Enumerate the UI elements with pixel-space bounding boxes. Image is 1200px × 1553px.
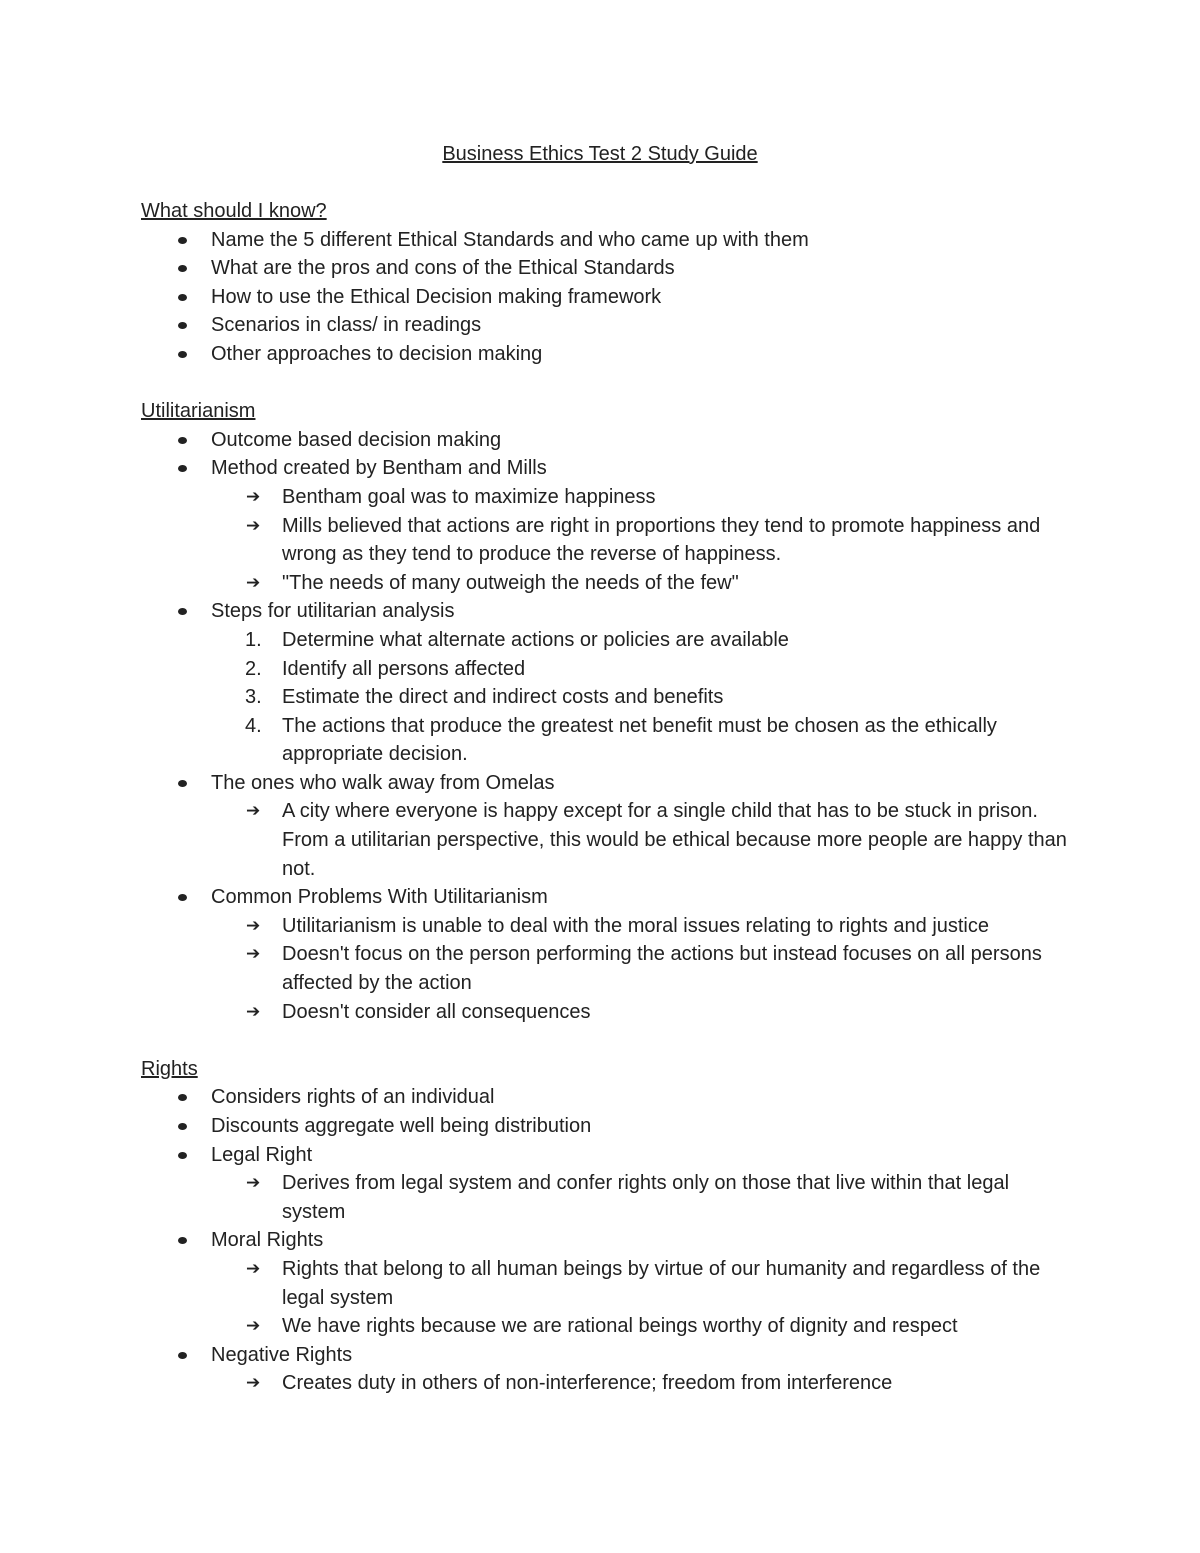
- list-item-text: Legal Right: [211, 1143, 313, 1166]
- sub-list-item-text: Bentham goal was to maximize happiness: [282, 485, 656, 508]
- sub-list-item: [211, 1255, 1071, 1312]
- sub-list-item: [211, 569, 1071, 598]
- right-arrow-icon: ➔: [246, 486, 261, 507]
- right-arrow-icon: ➔: [246, 1173, 261, 1194]
- list-item-text: Outcome based decision making: [211, 428, 502, 451]
- section-utilitarianism: [141, 397, 1071, 1026]
- arrow-list: [140, 1369, 1071, 1398]
- list-item-text: The ones who walk away from Omelas: [211, 771, 555, 794]
- list-item-text: Negative Rights: [211, 1343, 353, 1366]
- right-arrow-icon: ➔: [246, 572, 261, 593]
- section-heading: Utilitarianism: [141, 400, 256, 423]
- arrow-list: [140, 1255, 1071, 1341]
- sub-list-item-text: Derives from legal system and confer rights only on those that live within that legal system: [282, 1172, 1010, 1223]
- numbered-list-item: [211, 626, 1071, 655]
- list-number: 3.: [245, 686, 262, 709]
- arrow-list: [140, 797, 1071, 883]
- bullet-icon: [178, 1352, 187, 1359]
- sub-list-item-text: Mills believed that actions are right in proportions they tend to promote happiness and wrong as they tend to produce the reverse of happiness.: [282, 514, 1041, 566]
- right-arrow-icon: ➔: [246, 1373, 261, 1394]
- sub-list-item: [211, 512, 1071, 569]
- bullet-icon: [178, 780, 187, 787]
- sub-list-item: [211, 1312, 1071, 1341]
- list-item-text: Considers rights of an individual: [211, 1086, 495, 1109]
- sub-list-item-text: Doesn't consider all consequences: [282, 1000, 591, 1023]
- bullet-icon: [178, 1094, 187, 1101]
- right-arrow-icon: ➔: [246, 1258, 261, 1279]
- sub-list-item-text: Utilitarianism is unable to deal with the moral issues relating to rights and justice: [282, 914, 990, 937]
- right-arrow-icon: ➔: [246, 1316, 261, 1337]
- list-item-text: Scenarios in class/ in readings: [211, 314, 482, 337]
- list-item-text: How to use the Ethical Decision making framework: [211, 285, 662, 308]
- section-what-should-i-know: [141, 197, 1071, 369]
- list-item: [141, 1226, 1071, 1340]
- list-item: [141, 1112, 1071, 1141]
- bullet-icon: [178, 1237, 187, 1244]
- right-arrow-icon: ➔: [246, 1001, 261, 1022]
- bullet-list: [141, 426, 1071, 1026]
- bullet-list: [141, 226, 1071, 369]
- list-item: [141, 426, 1071, 455]
- arrow-list: [140, 1169, 1071, 1226]
- sub-list-item: [211, 797, 1071, 883]
- list-item: [141, 311, 1071, 340]
- list-item: [141, 340, 1071, 369]
- list-item-text: Common Problems With Utilitarianism: [211, 886, 548, 909]
- section-heading: Rights: [141, 1057, 198, 1080]
- bullet-list: [141, 1083, 1071, 1398]
- section-heading: What should I know?: [141, 200, 327, 222]
- bullet-icon: [178, 322, 187, 329]
- sub-list-item-text: A city where everyone is happy except for a single child that has to be stuck in prison. From a utilitarian perspective, this would be ethical because more people are happy than not.: [282, 800, 1067, 880]
- numbered-list-item: [211, 683, 1071, 712]
- numbered-list-item-text: Estimate the direct and indirect costs and benefits: [282, 686, 724, 709]
- bullet-icon: [178, 437, 187, 444]
- list-item-text: Steps for utilitarian analysis: [211, 600, 455, 623]
- bullet-icon: [178, 1123, 187, 1130]
- list-item-text: Discounts aggregate well being distribution: [211, 1115, 592, 1137]
- sub-list-item: [211, 912, 1071, 941]
- list-item: [141, 1341, 1071, 1398]
- list-item-text: Other approaches to decision making: [211, 342, 543, 365]
- right-arrow-icon: ➔: [246, 515, 261, 536]
- list-item: [141, 1083, 1071, 1112]
- list-item-text: What are the pros and cons of the Ethical Standards: [211, 257, 675, 280]
- document-body: [141, 197, 1071, 1398]
- arrow-list: [140, 912, 1071, 1026]
- list-item: [141, 597, 1071, 769]
- right-arrow-icon: ➔: [246, 915, 261, 936]
- arrow-list: [140, 483, 1071, 597]
- sub-list-item: [211, 1369, 1071, 1398]
- bullet-icon: [178, 351, 187, 358]
- sub-list-item-text: Rights that belong to all human beings by virtue of our humanity and regardless of the legal system: [282, 1257, 1041, 1309]
- numbered-list-item: [211, 655, 1071, 684]
- sub-list-item-text: "The needs of many outweigh the needs of the few": [282, 571, 739, 594]
- section-rights: [141, 1055, 1071, 1398]
- numbered-list-item-text: Determine what alternate actions or policies are available: [282, 628, 789, 651]
- list-item: [141, 254, 1071, 283]
- right-arrow-icon: ➔: [246, 944, 261, 965]
- list-item: [141, 1141, 1071, 1227]
- sub-list-item: [211, 483, 1071, 512]
- bullet-icon: [178, 265, 187, 272]
- sub-list-item: [211, 940, 1071, 997]
- numbered-list-item-text: Identify all persons affected: [282, 657, 526, 680]
- bullet-icon: [178, 237, 187, 244]
- sub-list-item: [211, 998, 1071, 1027]
- list-number: 2.: [245, 657, 262, 680]
- list-number: 4.: [245, 714, 262, 737]
- numbered-list-item-text: The actions that produce the greatest net benefit must be chosen as the ethically appropriate decision.: [282, 714, 997, 766]
- sub-list-item-text: Doesn't focus on the person performing the actions but instead focuses on all persons affected by the action: [282, 943, 1042, 995]
- numbered-list: [140, 626, 1071, 769]
- bullet-icon: [178, 294, 187, 301]
- list-item-text: Moral Rights: [211, 1229, 324, 1252]
- bullet-icon: [178, 1152, 187, 1159]
- sub-list-item-text: We have rights because we are rational beings worthy of dignity and respect: [282, 1315, 958, 1338]
- numbered-list-item: [211, 712, 1071, 769]
- list-item: [141, 226, 1071, 255]
- bullet-icon: [178, 465, 187, 472]
- list-item-text: Method created by Bentham and Mills: [211, 457, 547, 480]
- sub-list-item: [211, 1169, 1071, 1226]
- document-title: Business Ethics Test 2 Study Guide: [442, 143, 758, 165]
- list-item: [141, 454, 1071, 597]
- list-item-text: Name the 5 different Ethical Standards and who came up with them: [211, 228, 809, 251]
- list-item: [141, 883, 1071, 1026]
- list-item: [141, 769, 1071, 883]
- list-number: 1.: [245, 628, 262, 651]
- bullet-icon: [178, 608, 187, 615]
- sub-list-item-text: Creates duty in others of non-interference; freedom from interference: [282, 1372, 893, 1395]
- list-item: [141, 283, 1071, 312]
- right-arrow-icon: ➔: [246, 801, 261, 822]
- bullet-icon: [178, 894, 187, 901]
